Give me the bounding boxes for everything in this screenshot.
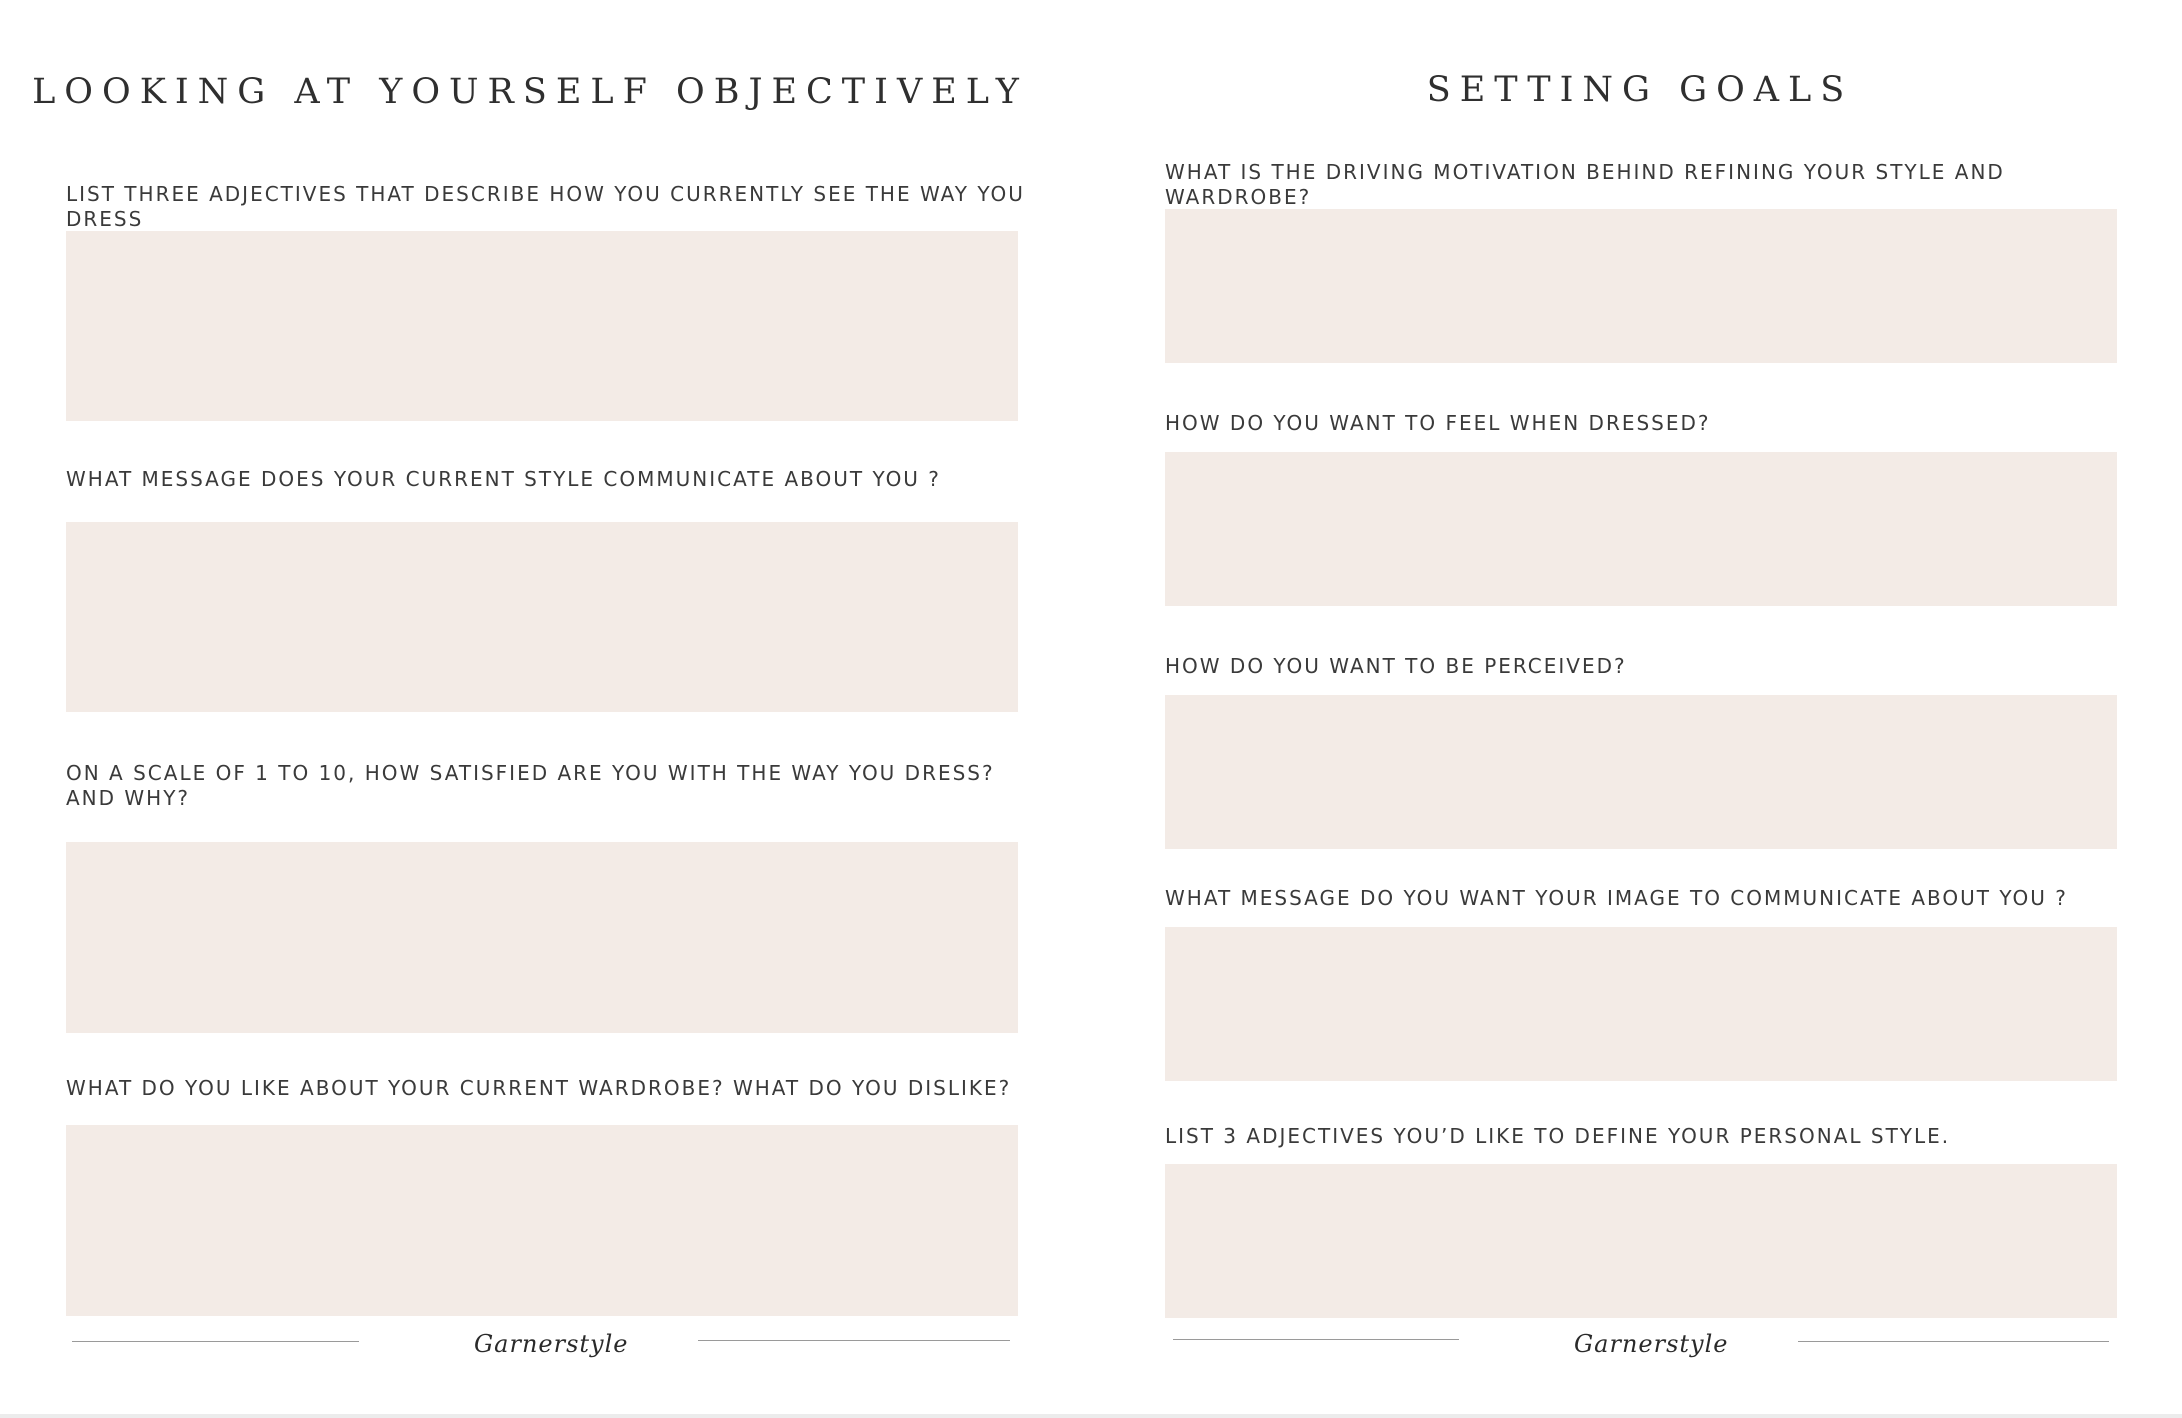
- worksheet-page-left: [0, 0, 1040, 1418]
- footer-divider: [1798, 1341, 2109, 1342]
- footer-divider: [1173, 1339, 1459, 1340]
- answer-box[interactable]: [1165, 927, 2117, 1081]
- answer-box[interactable]: [1165, 1164, 2117, 1318]
- question-label: WHAT MESSAGE DO YOU WANT YOUR IMAGE TO COMMUNICATE ABOUT YOU ?: [1165, 886, 2068, 910]
- question-label: LIST 3 ADJECTIVES YOU’D LIKE TO DEFINE YOUR PERSONAL STYLE.: [1165, 1124, 1951, 1148]
- question-label: HOW DO YOU WANT TO BE PERCEIVED?: [1165, 654, 1627, 678]
- answer-box[interactable]: [66, 842, 1018, 1033]
- worksheet-page-right: [1100, 0, 2140, 1418]
- footer-divider: [698, 1340, 1010, 1341]
- answer-box[interactable]: [66, 231, 1018, 421]
- answer-box[interactable]: [1165, 209, 2117, 363]
- brand-logo: Garnerstyle: [474, 1330, 629, 1358]
- question-label: WHAT IS THE DRIVING MOTIVATION BEHIND REFINING YOUR STYLE AND WARDROBE?: [1165, 160, 2005, 209]
- brand-logo: Garnerstyle: [1574, 1330, 1729, 1358]
- page-title: SETTING GOALS: [1426, 70, 1854, 110]
- footer-divider: [72, 1341, 359, 1342]
- question-label: WHAT DO YOU LIKE ABOUT YOUR CURRENT WARDROBE? WHAT DO YOU DISLIKE?: [66, 1076, 1012, 1100]
- question-label: WHAT MESSAGE DOES YOUR CURRENT STYLE COMMUNICATE ABOUT YOU ?: [66, 467, 941, 491]
- answer-box[interactable]: [66, 522, 1018, 712]
- answer-box[interactable]: [1165, 695, 2117, 849]
- page-title: LOOKING AT YOURSELF OBJECTIVELY: [32, 72, 1028, 112]
- answer-box[interactable]: [1165, 452, 2117, 606]
- question-label: HOW DO YOU WANT TO FEEL WHEN DRESSED?: [1165, 411, 1711, 435]
- bottom-edge: [0, 1414, 2182, 1418]
- question-label: LIST THREE ADJECTIVES THAT DESCRIBE HOW YOU CURRENTLY SEE THE WAY YOU DRESS: [66, 182, 1025, 231]
- answer-box[interactable]: [66, 1125, 1018, 1316]
- question-label: ON A SCALE OF 1 TO 10, HOW SATISFIED ARE YOU WITH THE WAY YOU DRESS? AND WHY?: [66, 761, 995, 810]
